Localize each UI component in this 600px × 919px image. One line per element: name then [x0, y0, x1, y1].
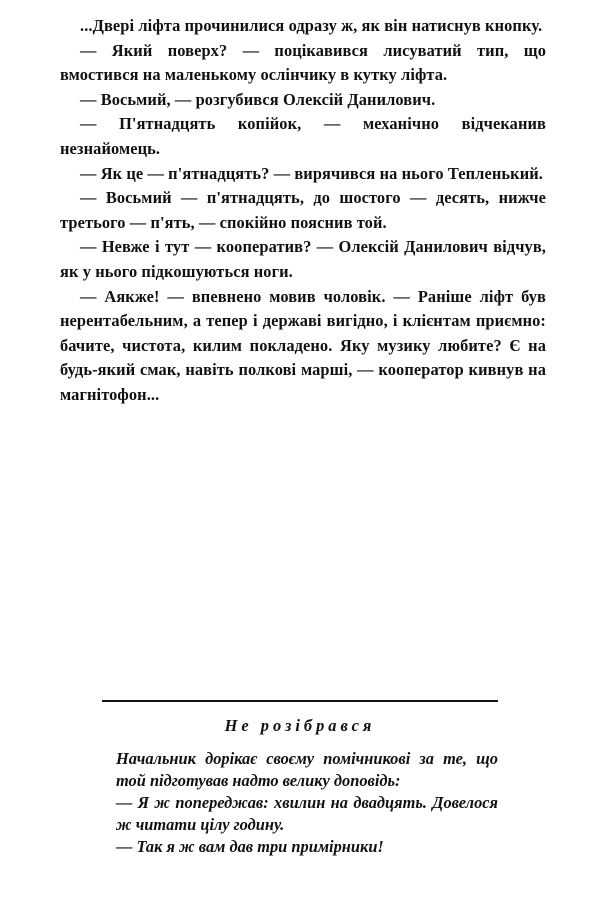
- joke-text: [116, 748, 498, 858]
- story-paragraph: — Аякже! — впевнено мовив чоловік. — Раніше ліфт був нерентабельним, а тепер і державі вигідно, і клієнтам приємно: бачите, чистота, килим покладено. Яку музику любите? Є на будь-який смак, навіть полкові марші, — кооператор кивнув на магнітофон...: [60, 286, 546, 404]
- joke-paragraph: Начальник дорікає своєму помічникові за те, що той підготував надто велику доповідь:: [116, 749, 498, 790]
- joke-paragraph: — Я ж попереджав: хвилин на двадцять. Довелося ж читати цілу годину.: [116, 793, 498, 834]
- joke-paragraph: — Так я ж вам дав три примірники!: [116, 837, 384, 856]
- story-paragraph: — Невже і тут — кооператив? — Олексій Данилович відчув, як у нього підкошуються ноги.: [60, 237, 546, 281]
- story-paragraph: — Який поверх? — поцікавився лисуватий тип, що вмостився на маленькому ослінчику в кутку ліфта.: [60, 40, 546, 85]
- story-paragraph: — Восьмий — п'ятнадцять, до шостого — десять, нижче третього — п'ять, — спокійно пояснив той.: [60, 188, 546, 232]
- story-paragraph: — Як це — п'ятнадцять? — вирячився на нього Тепленький.: [80, 163, 543, 183]
- section-divider: [102, 700, 498, 702]
- story-paragraph: ...Двері ліфта прочинилися одразу ж, як він натиснув кнопку.: [80, 16, 543, 35]
- story-paragraph: — П'ятнадцять копійок, — механічно відчеканив незнайомець.: [60, 114, 546, 158]
- story-paragraph: — Восьмий, — розгубився Олексій Данилович.: [80, 89, 436, 109]
- joke-title: Не розібрався: [224, 716, 376, 735]
- story-text: [60, 14, 546, 408]
